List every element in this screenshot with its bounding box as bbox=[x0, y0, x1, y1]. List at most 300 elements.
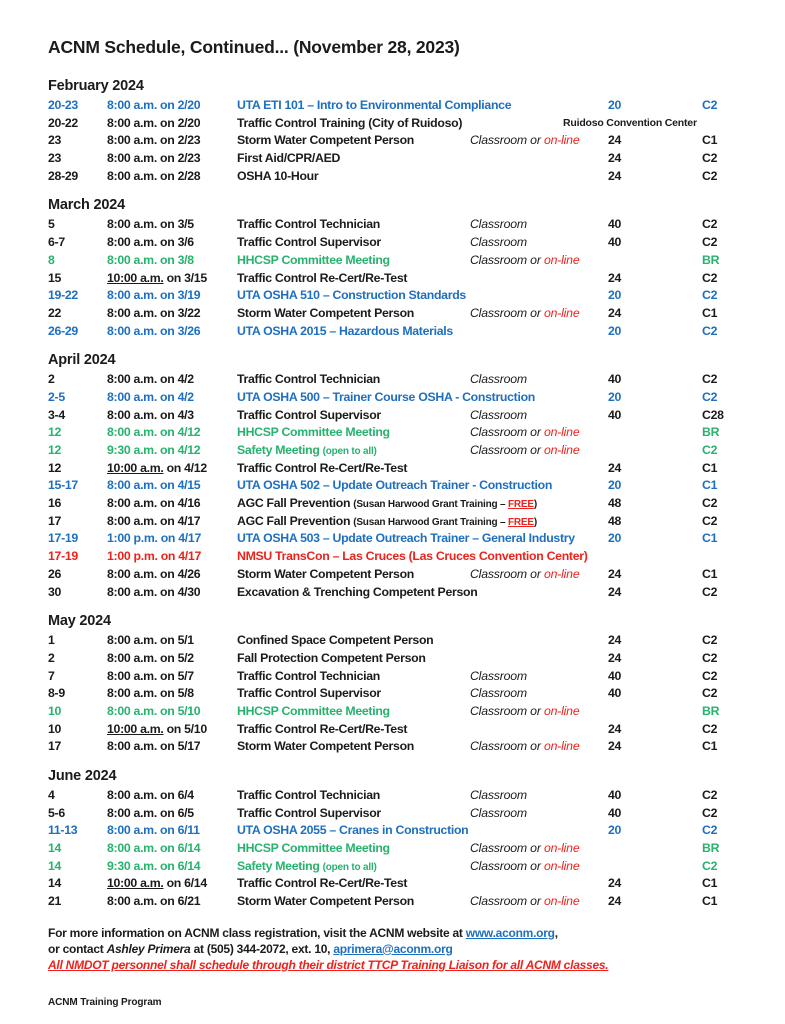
course-dates: 2-5 bbox=[48, 389, 65, 404]
course-hours: 40 bbox=[608, 372, 622, 387]
footer-line-contact bbox=[48, 941, 737, 957]
course-name: UTA ETI 101 – Intro to Environmental Compliance bbox=[237, 98, 512, 112]
underlined-time: 10:00 a.m. bbox=[107, 460, 164, 475]
course-cell bbox=[237, 513, 737, 531]
course-room: C1 bbox=[702, 478, 718, 493]
delivery-mode: Classroom or on-line bbox=[470, 252, 580, 267]
course-dates: 12 bbox=[48, 460, 62, 475]
course-hours: 24 bbox=[608, 305, 622, 320]
course-room: C2 bbox=[702, 235, 718, 250]
schedule-row bbox=[48, 721, 737, 739]
course-time: 8:00 a.m. on 4/3 bbox=[107, 407, 194, 422]
course-room: C2 bbox=[702, 513, 718, 528]
course-dates: 16 bbox=[48, 496, 62, 511]
schedule-row bbox=[48, 513, 737, 531]
course-hours: 40 bbox=[608, 217, 622, 232]
course-hours: 24 bbox=[608, 739, 622, 754]
course-hours: 24 bbox=[608, 876, 622, 891]
online-label: on-line bbox=[543, 894, 580, 909]
course-dates: 26 bbox=[48, 566, 62, 581]
course-cell bbox=[237, 371, 737, 389]
course-hours: 20 bbox=[608, 478, 622, 493]
schedule-row bbox=[48, 840, 737, 858]
schedule-row bbox=[48, 287, 737, 305]
course-name: OSHA 10-Hour bbox=[237, 168, 319, 183]
course-cell bbox=[237, 477, 737, 495]
course-name: UTA OSHA 510 – Construction Standards bbox=[237, 288, 466, 303]
schedule-row bbox=[48, 685, 737, 703]
course-room: C2 bbox=[702, 151, 718, 166]
course-hours: 20 bbox=[608, 531, 622, 546]
course-name: Storm Water Competent Person bbox=[237, 894, 414, 909]
course-dates: 26-29 bbox=[48, 323, 78, 338]
month-header: March 2024 bbox=[48, 197, 125, 214]
course-cell bbox=[237, 97, 737, 115]
online-label: on-line bbox=[543, 703, 580, 718]
delivery-mode: Classroom or on-line bbox=[470, 894, 580, 909]
course-hours: 20 bbox=[608, 98, 622, 112]
course-time: 8:00 a.m. on 4/17 bbox=[107, 513, 201, 528]
delivery-mode: Classroom bbox=[470, 372, 527, 387]
course-cell bbox=[237, 685, 737, 703]
course-cell bbox=[237, 323, 737, 341]
schedule-row bbox=[48, 150, 737, 168]
course-name: Traffic Control Technician bbox=[237, 668, 380, 683]
course-room: C1 bbox=[702, 876, 718, 891]
online-label: on-line bbox=[543, 858, 580, 873]
course-cell bbox=[237, 305, 737, 323]
course-cell bbox=[237, 460, 737, 478]
course-room: C2 bbox=[702, 443, 718, 457]
month-header: June 2024 bbox=[48, 768, 117, 784]
course-hours: 24 bbox=[608, 151, 622, 166]
schedule-row bbox=[48, 424, 737, 442]
course-time: 8:00 a.m. on 5/7 bbox=[107, 668, 194, 683]
delivery-mode: Classroom or on-line bbox=[470, 566, 580, 581]
month-section bbox=[48, 612, 737, 756]
course-dates: 22 bbox=[48, 305, 62, 320]
course-note: (open to all) bbox=[322, 861, 377, 873]
schedule-row bbox=[48, 787, 737, 805]
course-dates: 7 bbox=[48, 668, 55, 683]
course-cell bbox=[237, 566, 737, 584]
course-room: C2 bbox=[702, 288, 718, 303]
course-cell bbox=[237, 132, 737, 150]
schedule-row bbox=[48, 371, 737, 389]
course-dates: 15-17 bbox=[48, 478, 78, 493]
course-room: BR bbox=[702, 841, 720, 856]
course-room: C2 bbox=[702, 389, 718, 404]
course-time: 8:00 a.m. on 5/10 bbox=[107, 703, 201, 718]
course-dates: 14 bbox=[48, 841, 62, 856]
course-dates: 17-19 bbox=[48, 549, 78, 564]
course-hours: 40 bbox=[608, 686, 622, 701]
footer-text: or contact bbox=[48, 941, 107, 956]
schedule-row bbox=[48, 703, 737, 721]
delivery-mode: Classroom bbox=[470, 805, 527, 820]
schedule-row bbox=[48, 252, 737, 270]
schedule-row bbox=[48, 305, 737, 323]
delivery-mode: Classroom or on-line bbox=[470, 703, 580, 718]
schedule-row bbox=[48, 858, 737, 876]
course-name: Excavation & Trenching Competent Person bbox=[237, 584, 478, 599]
course-cell bbox=[237, 495, 737, 513]
course-cell bbox=[237, 115, 737, 133]
schedule-row bbox=[48, 270, 737, 288]
course-dates: 19-22 bbox=[48, 288, 78, 303]
course-time: 8:00 a.m. on 2/20 bbox=[107, 115, 201, 130]
course-hours: 24 bbox=[608, 721, 622, 736]
course-time: 8:00 a.m. on 2/23 bbox=[107, 133, 201, 148]
course-time: 8:00 a.m. on 5/17 bbox=[107, 739, 201, 754]
schedule-row bbox=[48, 442, 737, 460]
course-hours: 40 bbox=[608, 805, 622, 820]
course-cell bbox=[237, 442, 737, 460]
course-room: C2 bbox=[702, 805, 718, 820]
course-time: 8:00 a.m. on 5/1 bbox=[107, 633, 194, 648]
course-room: C1 bbox=[702, 739, 718, 754]
course-room: C1 bbox=[702, 531, 718, 546]
course-time: 10:00 a.m. on 6/14 bbox=[107, 876, 207, 891]
course-name: UTA OSHA 2015 – Hazardous Materials bbox=[237, 323, 453, 338]
schedule-row bbox=[48, 805, 737, 823]
course-room: C2 bbox=[702, 650, 718, 665]
footer-text: at (505) 344-2072, ext. 10, bbox=[190, 941, 334, 956]
course-name: Fall Protection Competent Person bbox=[237, 650, 426, 665]
course-hours: 24 bbox=[608, 566, 622, 581]
course-dates: 15 bbox=[48, 270, 62, 285]
course-time: 8:00 a.m. on 3/26 bbox=[107, 323, 201, 338]
schedule-row bbox=[48, 97, 737, 115]
course-time: 8:00 a.m. on 2/28 bbox=[107, 168, 201, 183]
online-label: on-line bbox=[543, 566, 580, 581]
course-room: BR bbox=[702, 425, 720, 440]
online-label: on-line bbox=[543, 305, 580, 320]
course-time: 8:00 a.m. on 2/23 bbox=[107, 151, 201, 166]
course-room: C2 bbox=[702, 217, 718, 232]
course-cell bbox=[237, 787, 737, 805]
delivery-mode: Classroom or on-line bbox=[470, 133, 580, 148]
course-hours: 20 bbox=[608, 288, 622, 303]
schedule-row bbox=[48, 738, 737, 756]
acnm-website-link[interactable]: www.aconm.org bbox=[465, 925, 555, 940]
course-time: 8:00 a.m. on 3/22 bbox=[107, 305, 201, 320]
course-cell bbox=[237, 424, 737, 442]
course-room: C2 bbox=[702, 823, 718, 838]
course-name: UTA OSHA 2055 – Cranes in Construction bbox=[237, 823, 469, 838]
course-cell bbox=[237, 548, 737, 566]
course-hours: 40 bbox=[608, 788, 622, 802]
course-dates: 17 bbox=[48, 739, 62, 754]
course-dates: 2 bbox=[48, 650, 55, 665]
course-room: BR bbox=[702, 252, 720, 267]
course-hours: 20 bbox=[608, 823, 622, 838]
course-cell bbox=[237, 893, 737, 911]
month-section bbox=[48, 77, 737, 185]
schedule-row bbox=[48, 668, 737, 686]
course-cell bbox=[237, 738, 737, 756]
course-name: HHCSP Committee Meeting bbox=[237, 425, 390, 440]
course-time: 8:00 a.m. on 4/16 bbox=[107, 496, 201, 511]
course-name: Safety Meeting (open to all) bbox=[237, 858, 377, 873]
course-time: 8:00 a.m. on 4/26 bbox=[107, 566, 201, 581]
course-room: C2 bbox=[702, 858, 718, 873]
course-hours: 24 bbox=[608, 633, 622, 648]
schedule-row bbox=[48, 650, 737, 668]
course-cell bbox=[237, 216, 737, 234]
course-hours: 24 bbox=[608, 584, 622, 599]
course-cell bbox=[237, 822, 737, 840]
schedule-row bbox=[48, 632, 737, 650]
schedule-row bbox=[48, 893, 737, 911]
course-room: C2 bbox=[702, 668, 718, 683]
delivery-mode: Classroom bbox=[470, 407, 527, 422]
course-dates: 23 bbox=[48, 133, 62, 148]
course-dates: 14 bbox=[48, 876, 62, 891]
course-hours: 24 bbox=[608, 270, 622, 285]
schedule-row bbox=[48, 115, 737, 133]
course-cell bbox=[237, 805, 737, 823]
schedule-row bbox=[48, 495, 737, 513]
month-header: April 2024 bbox=[48, 352, 116, 369]
course-cell bbox=[237, 632, 737, 650]
course-time: 8:00 a.m. on 3/6 bbox=[107, 235, 194, 250]
course-cell bbox=[237, 650, 737, 668]
course-dates: 20-22 bbox=[48, 115, 78, 130]
course-dates: 21 bbox=[48, 894, 62, 909]
underlined-time: 10:00 a.m. bbox=[107, 721, 164, 736]
course-name: Storm Water Competent Person bbox=[237, 566, 414, 581]
course-time: 9:30 a.m. on 4/12 bbox=[107, 443, 201, 457]
course-room: C1 bbox=[702, 460, 718, 475]
course-hours: 24 bbox=[608, 650, 622, 665]
course-location: Ruidoso Convention Center bbox=[563, 116, 697, 129]
course-time: 9:30 a.m. on 6/14 bbox=[107, 858, 201, 873]
course-hours: 24 bbox=[608, 894, 622, 909]
month-header: May 2024 bbox=[48, 613, 111, 630]
grant-note: (Susan Harwood Grant Training – FREE) bbox=[353, 499, 537, 511]
underlined-time: 10:00 a.m. bbox=[107, 876, 164, 891]
online-label: on-line bbox=[543, 252, 580, 267]
course-name: Traffic Control Supervisor bbox=[237, 407, 381, 422]
course-name: Safety Meeting (open to all) bbox=[237, 443, 377, 457]
delivery-mode: Classroom or on-line bbox=[470, 305, 580, 320]
course-dates: 2 bbox=[48, 372, 55, 387]
course-dates: 17-19 bbox=[48, 531, 78, 546]
course-name: HHCSP Committee Meeting bbox=[237, 252, 390, 267]
course-time: 8:00 a.m. on 2/20 bbox=[107, 98, 201, 112]
course-time: 8:00 a.m. on 4/15 bbox=[107, 478, 201, 493]
course-room: C1 bbox=[702, 566, 718, 581]
month-section bbox=[48, 196, 737, 340]
course-name: Traffic Control Technician bbox=[237, 788, 380, 802]
course-hours: 40 bbox=[608, 668, 622, 683]
course-name: Traffic Control Re-Cert/Re-Test bbox=[237, 270, 408, 285]
course-dates: 6-7 bbox=[48, 235, 65, 250]
course-dates: 17 bbox=[48, 513, 62, 528]
course-dates: 8-9 bbox=[48, 686, 65, 701]
course-dates: 11-13 bbox=[48, 823, 78, 838]
course-time: 10:00 a.m. on 4/12 bbox=[107, 460, 207, 475]
course-name: AGC Fall Prevention (Susan Harwood Grant Training – FREE) bbox=[237, 513, 537, 528]
schedule bbox=[48, 77, 737, 911]
delivery-mode: Classroom or on-line bbox=[470, 443, 580, 457]
schedule-row bbox=[48, 132, 737, 150]
course-name: Traffic Control Training (City of Ruidoso) bbox=[237, 115, 463, 130]
delivery-mode: Classroom or on-line bbox=[470, 858, 580, 873]
course-name: Traffic Control Re-Cert/Re-Test bbox=[237, 460, 408, 475]
footer-text: , bbox=[554, 925, 558, 940]
contact-email-link[interactable]: aprimera@aconm.org bbox=[333, 941, 453, 956]
course-time: 1:00 p.m. on 4/17 bbox=[107, 549, 201, 564]
course-hours: 24 bbox=[608, 133, 622, 148]
course-name: Traffic Control Supervisor bbox=[237, 805, 381, 820]
course-time: 8:00 a.m. on 5/8 bbox=[107, 686, 194, 701]
delivery-mode: Classroom bbox=[470, 235, 527, 250]
course-dates: 5-6 bbox=[48, 805, 65, 820]
schedule-row bbox=[48, 530, 737, 548]
footer-line-registration bbox=[48, 925, 737, 941]
delivery-mode: Classroom bbox=[470, 668, 527, 683]
course-room: C2 bbox=[702, 270, 718, 285]
delivery-mode: Classroom or on-line bbox=[470, 739, 580, 754]
month-header: February 2024 bbox=[48, 78, 144, 94]
online-label: on-line bbox=[543, 133, 580, 148]
schedule-row bbox=[48, 389, 737, 407]
course-dates: 12 bbox=[48, 443, 62, 457]
grant-note: (Susan Harwood Grant Training – FREE) bbox=[353, 516, 537, 528]
course-time: 8:00 a.m. on 4/30 bbox=[107, 584, 201, 599]
course-name: NMSU TransCon – Las Cruces (Las Cruces Convention Center) bbox=[237, 549, 588, 564]
course-cell bbox=[237, 875, 737, 893]
course-name: Storm Water Competent Person bbox=[237, 305, 414, 320]
delivery-mode: Classroom or on-line bbox=[470, 841, 580, 856]
online-label: on-line bbox=[543, 443, 580, 457]
course-dates: 1 bbox=[48, 633, 55, 648]
delivery-mode: Classroom or on-line bbox=[470, 425, 580, 440]
course-room: C2 bbox=[702, 686, 718, 701]
page-title: ACNM Schedule, Continued... (November 28, 2023) bbox=[48, 37, 460, 57]
course-room: C1 bbox=[702, 305, 718, 320]
footer-text: For more information on ACNM class registration, visit the ACNM website at bbox=[48, 925, 466, 940]
course-time: 8:00 a.m. on 5/2 bbox=[107, 650, 194, 665]
course-cell bbox=[237, 584, 737, 602]
schedule-row bbox=[48, 460, 737, 478]
course-dates: 28-29 bbox=[48, 168, 78, 183]
course-room: C28 bbox=[702, 407, 724, 422]
course-dates: 20-23 bbox=[48, 98, 78, 112]
course-hours: 24 bbox=[608, 460, 622, 475]
course-name: AGC Fall Prevention (Susan Harwood Grant Training – FREE) bbox=[237, 496, 537, 511]
course-time: 8:00 a.m. on 6/4 bbox=[107, 788, 194, 802]
course-dates: 8 bbox=[48, 252, 55, 267]
course-cell bbox=[237, 407, 737, 425]
contact-name: Ashley Primera bbox=[106, 941, 191, 956]
course-hours: 40 bbox=[608, 407, 622, 422]
course-time: 8:00 a.m. on 4/12 bbox=[107, 425, 201, 440]
course-note: (open to all) bbox=[322, 446, 377, 457]
schedule-row bbox=[48, 584, 737, 602]
course-time: 1:00 p.m. on 4/17 bbox=[107, 531, 201, 546]
nmdot-notice: All NMDOT personnel shall schedule through their district TTCP Training Liaison for all ACNM classes. bbox=[48, 957, 609, 972]
course-room: C2 bbox=[702, 372, 718, 387]
course-room: C1 bbox=[702, 894, 718, 909]
course-time: 8:00 a.m. on 4/2 bbox=[107, 389, 194, 404]
course-room: C2 bbox=[702, 633, 718, 648]
course-name: Traffic Control Supervisor bbox=[237, 235, 381, 250]
course-room: C2 bbox=[702, 496, 718, 511]
course-cell bbox=[237, 530, 737, 548]
schedule-row bbox=[48, 875, 737, 893]
course-hours: 48 bbox=[608, 496, 622, 511]
course-room: C1 bbox=[702, 133, 718, 148]
course-dates: 30 bbox=[48, 584, 62, 599]
course-cell bbox=[237, 668, 737, 686]
course-hours: 40 bbox=[608, 235, 622, 250]
course-time: 8:00 a.m. on 6/5 bbox=[107, 805, 194, 820]
course-room: C2 bbox=[702, 584, 718, 599]
free-label: FREE bbox=[507, 499, 534, 511]
course-name: UTA OSHA 503 – Update Outreach Trainer – General Industry bbox=[237, 531, 575, 546]
online-label: on-line bbox=[543, 841, 580, 856]
delivery-mode: Classroom bbox=[470, 788, 527, 802]
delivery-mode: Classroom bbox=[470, 217, 527, 232]
course-cell bbox=[237, 840, 737, 858]
course-name: Traffic Control Technician bbox=[237, 372, 380, 387]
course-name: Traffic Control Re-Cert/Re-Test bbox=[237, 876, 408, 891]
course-hours: 24 bbox=[608, 168, 622, 183]
course-cell bbox=[237, 389, 737, 407]
course-room: BR bbox=[702, 703, 720, 718]
course-room: C2 bbox=[702, 98, 718, 112]
course-dates: 12 bbox=[48, 425, 62, 440]
free-label: FREE bbox=[507, 516, 534, 528]
schedule-row bbox=[48, 548, 737, 566]
course-cell bbox=[237, 252, 737, 270]
course-name: First Aid/CPR/AED bbox=[237, 151, 341, 166]
underlined-time: 10:00 a.m. bbox=[107, 270, 164, 285]
footer bbox=[48, 925, 737, 973]
course-cell bbox=[237, 858, 737, 876]
course-dates: 5 bbox=[48, 217, 55, 232]
course-room: C2 bbox=[702, 721, 718, 736]
course-cell bbox=[237, 150, 737, 168]
course-dates: 3-4 bbox=[48, 407, 65, 422]
month-section bbox=[48, 767, 737, 911]
page-footer-label: ACNM Training Program bbox=[48, 996, 162, 1008]
course-cell bbox=[237, 721, 737, 739]
schedule-row bbox=[48, 477, 737, 495]
course-name: UTA OSHA 500 – Trainer Course OSHA - Construction bbox=[237, 389, 536, 404]
course-name: UTA OSHA 502 – Update Outreach Trainer - Construction bbox=[237, 478, 553, 493]
course-cell bbox=[237, 234, 737, 252]
schedule-row bbox=[48, 407, 737, 425]
course-cell bbox=[237, 168, 737, 186]
course-time: 8:00 a.m. on 3/5 bbox=[107, 217, 194, 232]
course-time: 8:00 a.m. on 3/19 bbox=[107, 288, 201, 303]
course-name: Traffic Control Supervisor bbox=[237, 686, 381, 701]
course-time: 8:00 a.m. on 4/2 bbox=[107, 372, 194, 387]
course-dates: 10 bbox=[48, 721, 62, 736]
course-name: Traffic Control Technician bbox=[237, 217, 380, 232]
schedule-row bbox=[48, 566, 737, 584]
course-dates: 14 bbox=[48, 858, 62, 873]
course-cell bbox=[237, 270, 737, 288]
course-room: C2 bbox=[702, 788, 718, 802]
course-room: C2 bbox=[702, 168, 718, 183]
schedule-row bbox=[48, 168, 737, 186]
month-section bbox=[48, 351, 737, 601]
